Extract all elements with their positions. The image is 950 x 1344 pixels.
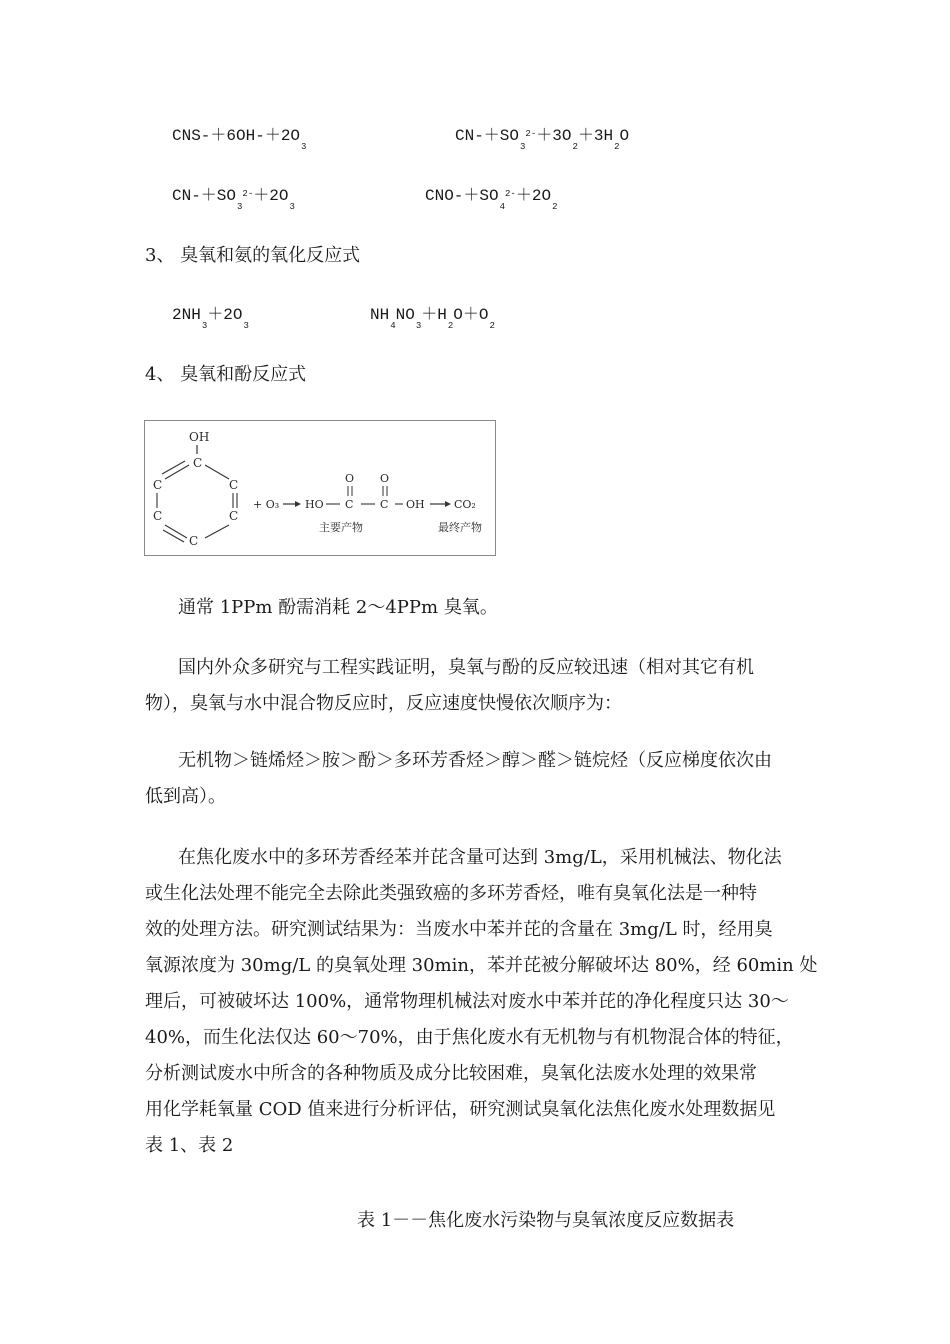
hydroxyl-label: OH — [189, 430, 210, 444]
paragraph-reaction-speed-line-1: 国内外众多研究与工程实践证明，臭氧与酚的反应较迅速（相对其它有机 — [178, 657, 754, 678]
phenol-ozone-reaction-diagram — [144, 420, 496, 556]
equation-2-products: CNO-$+SO_4^{2-}+2O_2$ — [425, 187, 558, 212]
ozone-reactant-label: + O₃ — [253, 498, 280, 511]
carbonyl-carbon-1: C — [345, 498, 354, 511]
equation-3-reactants: $2NH_3+2O_3$ — [172, 306, 249, 331]
ho-group-label: HO — [305, 498, 324, 511]
section-heading-ammonia: 3、 臭氧和氨的氧化反应式 — [145, 245, 361, 266]
paragraph-benzopyrene-line-8: 用化学耗氧量 COD 值来进行分析评估，研究测试臭氧化法焦化废水处理数据见 — [145, 1099, 776, 1120]
carbonyl-oxygen-2: O — [380, 472, 390, 485]
section-heading-phenol: 4、 臭氧和酚反应式 — [145, 364, 307, 385]
equation-3-products: $NH_4NO_3+H_2O+O_2$ — [370, 306, 495, 331]
carbon-dioxide-label: CO₂ — [454, 498, 476, 511]
paragraph-benzopyrene-line-9: 表 1、表 2 — [145, 1135, 234, 1156]
main-product-caption: 主要产物 — [319, 521, 363, 534]
ring-carbon-upper-left: C — [153, 478, 163, 492]
table-1-caption: 表 1－－焦化废水污染物与臭氧浓度反应数据表 — [357, 1210, 735, 1231]
paragraph-benzopyrene-line-5: 理后，可被破坏达 100%，通常物理机械法对废水中苯并芘的净化程度只达 30～ — [145, 991, 789, 1012]
paragraph-reaction-speed-line-2: 物），臭氧与水中混合物反应时，反应速度快慢依次顺序为： — [145, 693, 622, 714]
paragraph-benzopyrene-line-4: 氧源浓度为 30mg/L 的臭氧处理 30min，苯并芘被分解破坏达 80%，经 60min 处 — [145, 955, 818, 976]
ring-carbon-top: C — [193, 456, 203, 470]
paragraph-benzopyrene-line-1: 在焦化废水中的多环芳香经苯并芘含量可达到 3mg/L，采用机械法、物化法 — [178, 847, 782, 868]
carboxyl-oh-label: OH — [406, 498, 425, 511]
ring-carbon-lower-left: C — [153, 509, 163, 523]
equation-2-reactants: $CN-+SO_3^{2-}+2O_3$ — [172, 187, 295, 212]
paragraph-benzopyrene-line-7: 分析测试废水中所含的各种物质及成分比较困难，臭氧化法废水处理的效果常 — [145, 1063, 757, 1084]
carbonyl-carbon-2: C — [380, 498, 389, 511]
paragraph-phenol-consumption: 通常 1PPm 酚需消耗 2～4PPm 臭氧。 — [178, 597, 498, 618]
paragraph-order-line-2: 低到高）。 — [145, 786, 226, 807]
carbonyl-oxygen-1: O — [345, 472, 355, 485]
paragraph-benzopyrene-line-3: 效的处理方法。研究测试结果为：当废水中苯并芘的含量在 3mg/L 时，经用臭 — [145, 919, 773, 940]
paragraph-benzopyrene-line-6: 40%，而生化法仅达 60～70%，由于焦化废水有无机物与有机物混合体的特征， — [145, 1027, 794, 1048]
ring-carbon-bottom: C — [189, 534, 199, 548]
final-product-caption: 最终产物 — [438, 521, 482, 534]
equation-1-reactants: CNS-$+6OH-+2O_3$ — [172, 127, 307, 152]
ring-carbon-upper-right: C — [229, 478, 239, 492]
paragraph-benzopyrene-line-2: 或生化法处理不能完全去除此类强致癌的多环芳香烃，唯有臭氧化法是一种特 — [145, 883, 757, 904]
paragraph-order-line-1: 无机物＞链烯烃＞胺＞酚＞多环芳香烃＞醇＞醛＞链烷烃（反应梯度依次由 — [178, 750, 772, 771]
equation-1-products: $CN-+SO_3^{2-}+3O_2+3H_2O$ — [455, 127, 630, 152]
ring-carbon-lower-right: C — [229, 509, 239, 523]
